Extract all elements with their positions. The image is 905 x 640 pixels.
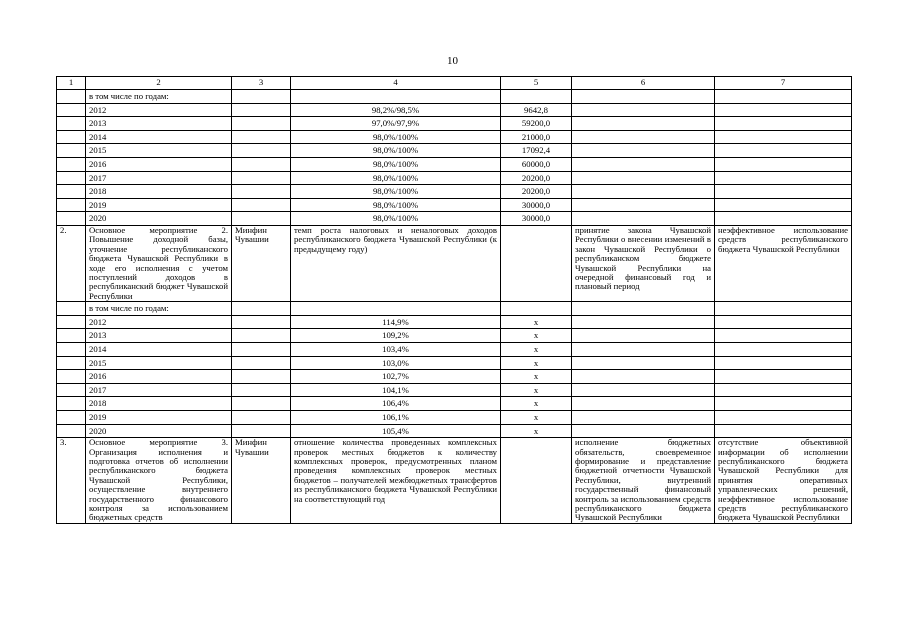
year-cell: 2013	[86, 329, 232, 343]
indicator-value-cell: 109,2%	[291, 329, 501, 343]
indicator-value-cell: 103,0%	[291, 356, 501, 370]
amount-cell: х	[501, 370, 572, 384]
column-number-row	[57, 77, 852, 90]
amount-cell: 30000,0	[501, 198, 572, 212]
measure-name: Основное мероприятие 3. Организация исполнения и подготовка отчетов об исполнении республиканского бюджета Чувашской Республики, осуществление внутреннего государственного финансового контроля за использованием бюджетных средств	[86, 438, 232, 524]
year-row	[57, 397, 852, 411]
measure-result: исполнение бюджетных обязательств, своевременное формирование и представление бюджетной отчетности Чувашской Республики, внутренний государственный финансовый контроль за использованием средств республиканского бюджета Чувашской Республики	[572, 438, 715, 524]
measure-value	[501, 438, 572, 524]
year-row	[57, 185, 852, 199]
amount-cell: х	[501, 329, 572, 343]
year-cell: 2015	[86, 144, 232, 158]
amount-cell: 9642,8	[501, 103, 572, 117]
indicator-value-cell: 98,0%/100%	[291, 144, 501, 158]
indicator-value-cell: 98,0%/100%	[291, 198, 501, 212]
year-cell: 2014	[86, 130, 232, 144]
main-measure-row	[57, 438, 852, 524]
year-row	[57, 103, 852, 117]
measure-executor: Минфин Чувашии	[232, 225, 291, 301]
by-years-label: в том числе по годам:	[86, 90, 232, 104]
program-measures-table	[56, 76, 852, 524]
by-years-label: в том числе по годам:	[86, 302, 232, 316]
column-header: 3	[232, 77, 291, 90]
indicator-value-cell: 98,2%/98,5%	[291, 103, 501, 117]
measure-indicator: темп роста налоговых и неналоговых доходов республиканского бюджета Чувашской Республики (к предыдущему году)	[291, 225, 501, 301]
year-row	[57, 383, 852, 397]
column-header: 5	[501, 77, 572, 90]
indicator-value-cell: 103,4%	[291, 342, 501, 356]
measure-number: 2.	[57, 225, 86, 301]
year-row	[57, 198, 852, 212]
year-cell: 2016	[86, 157, 232, 171]
amount-cell: х	[501, 410, 572, 424]
year-row	[57, 315, 852, 329]
page-number: 10	[447, 55, 458, 67]
indicator-value-cell: 104,1%	[291, 383, 501, 397]
year-cell: 2016	[86, 370, 232, 384]
year-row	[57, 130, 852, 144]
measure-number: 3.	[57, 438, 86, 524]
year-cell: 2014	[86, 342, 232, 356]
amount-cell: х	[501, 424, 572, 438]
indicator-value-cell: 97,0%/97,9%	[291, 117, 501, 131]
measure-result: принятие закона Чувашской Республики о внесении изменений в закон Чувашской Республики о республиканском бюджете Чувашской Республики на очередной финансовый год и плановый период	[572, 225, 715, 301]
column-header: 2	[86, 77, 232, 90]
amount-cell: 20200,0	[501, 171, 572, 185]
amount-cell: х	[501, 383, 572, 397]
year-row	[57, 212, 852, 226]
amount-cell: 17092,4	[501, 144, 572, 158]
amount-cell: 30000,0	[501, 212, 572, 226]
table-body	[57, 90, 852, 524]
indicator-value-cell: 98,0%/100%	[291, 171, 501, 185]
year-row	[57, 144, 852, 158]
year-row	[57, 157, 852, 171]
indicator-value-cell: 105,4%	[291, 424, 501, 438]
year-row	[57, 424, 852, 438]
column-header: 6	[572, 77, 715, 90]
year-row	[57, 370, 852, 384]
amount-cell: 20200,0	[501, 185, 572, 199]
year-cell: 2020	[86, 424, 232, 438]
year-row	[57, 410, 852, 424]
amount-cell: 60000,0	[501, 157, 572, 171]
year-cell: 2012	[86, 315, 232, 329]
amount-cell: х	[501, 342, 572, 356]
measure-name: Основное мероприятие 2. Повышение доходной базы, уточнение республиканского бюджета Чувашской Республики в ходе его исполнения с учетом поступлений доходов в республиканский бюджет Чувашской Республики	[86, 225, 232, 301]
year-cell: 2017	[86, 383, 232, 397]
year-cell: 2019	[86, 198, 232, 212]
measure-risk: неэффективное использование средств республиканского бюджета Чувашской Республики	[715, 225, 852, 301]
year-cell: 2013	[86, 117, 232, 131]
year-row	[57, 356, 852, 370]
year-cell: 2018	[86, 397, 232, 411]
year-cell: 2012	[86, 103, 232, 117]
column-header: 4	[291, 77, 501, 90]
amount-cell: х	[501, 356, 572, 370]
by-years-row	[57, 302, 852, 316]
main-measure-row	[57, 225, 852, 301]
amount-cell: х	[501, 397, 572, 411]
indicator-value-cell: 98,0%/100%	[291, 130, 501, 144]
amount-cell: х	[501, 315, 572, 329]
year-cell: 2018	[86, 185, 232, 199]
indicator-value-cell: 98,0%/100%	[291, 212, 501, 226]
year-cell: 2015	[86, 356, 232, 370]
indicator-value-cell: 106,1%	[291, 410, 501, 424]
year-row	[57, 171, 852, 185]
indicator-value-cell: 102,7%	[291, 370, 501, 384]
year-cell: 2020	[86, 212, 232, 226]
measure-value	[501, 225, 572, 301]
indicator-value-cell: 98,0%/100%	[291, 185, 501, 199]
measure-executor: Минфин Чувашии	[232, 438, 291, 524]
amount-cell: 21000,0	[501, 130, 572, 144]
by-years-row	[57, 90, 852, 104]
indicator-value-cell: 114,9%	[291, 315, 501, 329]
column-header: 7	[715, 77, 852, 90]
amount-cell: 59200,0	[501, 117, 572, 131]
year-row	[57, 342, 852, 356]
measure-risk: отсутствие объективной информации об исполнении республиканского бюджета Чувашской Республики для принятия оперативных управленческих решений, неэффективное использование средств республиканского бюджета Чувашской Республики	[715, 438, 852, 524]
year-cell: 2017	[86, 171, 232, 185]
year-cell: 2019	[86, 410, 232, 424]
indicator-value-cell: 98,0%/100%	[291, 157, 501, 171]
year-row	[57, 117, 852, 131]
year-row	[57, 329, 852, 343]
measure-indicator: отношение количества проведенных комплексных проверок местных бюджетов к количеству комплексных проверок, предусмотренных планом проведения комплексных проверок местных бюджетов – получателей межбюджетных трансфертов из республиканского бюджета Чувашской Республики на соответствующий год	[291, 438, 501, 524]
column-header: 1	[57, 77, 86, 90]
indicator-value-cell: 106,4%	[291, 397, 501, 411]
